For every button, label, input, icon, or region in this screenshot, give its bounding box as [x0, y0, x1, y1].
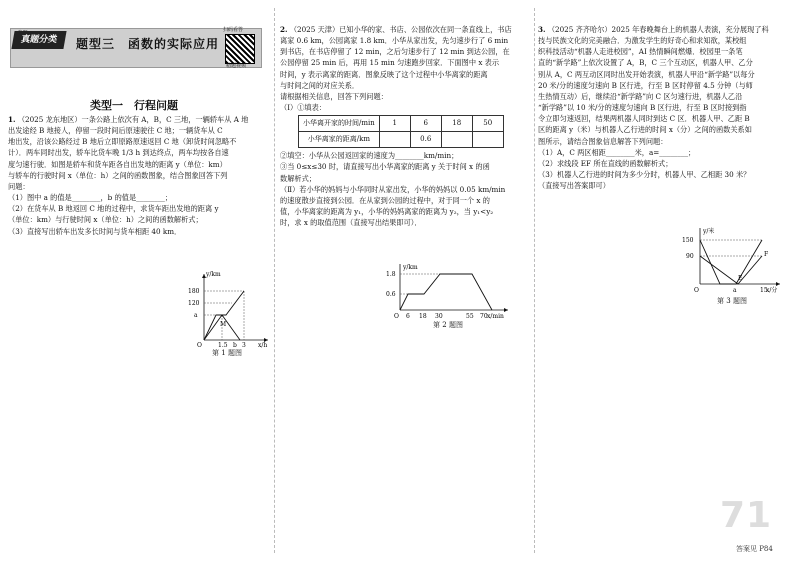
question-text: 时，求 x 的取值范围（直接写出结果即可）．	[280, 218, 422, 228]
question-text: （1）图中 a 的值是________，b 的值是________；	[8, 193, 173, 203]
question-text-line	[538, 136, 794, 147]
question-text: （2）在货车从 B 地返回 C 地的过程中，求货车距出发地的距离 y	[8, 204, 219, 214]
question-text-line	[8, 125, 270, 136]
question-text: 直的“新学路”上依次设置了 A，B，C 三个互动区，机器人甲、乙分	[538, 58, 753, 68]
question-3	[538, 24, 794, 191]
question-number: 2.	[280, 25, 288, 34]
question-text-line	[538, 24, 794, 35]
figure-2-graph	[384, 262, 512, 320]
figure-1-xtick: 3	[242, 342, 246, 348]
question-text-line	[280, 161, 532, 172]
figure-1-point: M	[220, 321, 227, 328]
question-text-line	[8, 147, 270, 158]
question-text: （2025 龙东地区）一条公路上依次有 A，B，C 三地，一辆轿车从 A 地	[17, 115, 249, 124]
category-tag-label: 真题分类	[20, 35, 58, 45]
figure-3-point: E	[738, 275, 743, 282]
question-text-line	[538, 91, 794, 102]
figure-1-graph	[182, 268, 272, 348]
question-text: 生热情互动）后，继续沿“新学路”向 C 区匀速行进，机器人乙沿	[538, 91, 743, 101]
car-line	[204, 291, 244, 340]
figure-2-xlabel: x/min	[487, 313, 504, 320]
figure-3-ytick: 90	[686, 253, 694, 260]
question-text-line	[8, 203, 270, 214]
figure-1-ylabel: y/km	[206, 271, 221, 278]
question-text: ③当 0≤x≤30 时，请直接写出小华离家的距离 y 关于时间 x 的函	[280, 162, 490, 172]
question-text: 与时间之间的对应关系．	[280, 80, 360, 90]
question-text: 到书店，在书店停留了 12 min，之后匀速步行了 12 min 到达公园，在	[280, 47, 510, 57]
question-text: 离家 0.6 km，公园离家 1.8 km．小华从家出发，先匀速步行了 6 min	[280, 36, 509, 46]
qr-code-icon[interactable]	[225, 34, 255, 64]
figure-3-xtick: 15	[760, 287, 768, 294]
table-row	[299, 116, 504, 132]
figure-2-xtick: 55	[466, 313, 474, 320]
figure-2-ytick: 0.6	[386, 291, 396, 298]
figure-1-xtick: 1.5	[218, 342, 228, 348]
figure-1	[182, 268, 272, 358]
figure-1-xtick: O	[197, 342, 202, 348]
figure-2-ylabel: y/km	[403, 264, 418, 271]
question-text-line	[8, 226, 270, 237]
question-text-line	[8, 114, 270, 125]
question-text: （2）求线段 EF 所在直线的函数解析式；	[538, 158, 673, 168]
question-text-line	[280, 35, 532, 46]
data-table	[298, 115, 504, 148]
question-text-line	[280, 217, 532, 228]
question-text: 20 米/分的速度匀速向 B 区行进，行至 B 区时停留 4.5 分钟（与师	[538, 80, 753, 90]
question-text: （2025 天津）已知小华的家、书店、公园依次在同一条直线上，书店	[289, 25, 512, 34]
question-text: 数解析式；	[280, 173, 316, 183]
figure-3-xtick: a	[733, 287, 737, 294]
figure-2-xtick: O	[394, 313, 399, 320]
question-text: ②填空：小华从公园返回家的速度为________km/min；	[280, 151, 459, 161]
question-text-line	[280, 46, 532, 57]
question-text: 技与民族文化的完美融合．为激发学生的好奇心和求知欲，某校组	[538, 36, 747, 46]
question-2	[280, 24, 532, 228]
page-number: 71	[720, 495, 773, 536]
question-text-line	[280, 91, 532, 102]
question-text-line	[8, 136, 270, 147]
question-text: （3）机器人乙行进的时间为多少分时，机器人甲、乙相距 30 米？	[538, 170, 751, 180]
table-cell[interactable]	[472, 132, 503, 148]
figure-2-xtick: 6	[406, 313, 410, 320]
question-text-line	[538, 113, 794, 124]
figure-2	[384, 262, 512, 330]
question-text-line	[280, 69, 532, 80]
question-text-line	[280, 184, 532, 195]
table-cell: 0.6	[410, 132, 441, 148]
qr-top-label: 扫码看答	[223, 27, 244, 33]
question-text-line	[280, 150, 532, 161]
table-cell: 小华离家的距离/km	[299, 132, 380, 148]
question-text: 地出发，沿该公路经过 B 地后立即原路原速返回 C 地（卸货时间忽略不	[8, 137, 237, 147]
answer-reference: 答案见 P84	[736, 545, 773, 553]
figure-3-graph	[680, 226, 784, 296]
figure-3-xlabel: x/分	[766, 287, 778, 294]
question-text: （2025 齐齐哈尔）2025 年春晚舞台上的机器人表演，充分展现了科	[547, 25, 769, 34]
table-cell[interactable]	[379, 132, 410, 148]
figure-3-ytick: 150	[682, 237, 694, 244]
question-text: 织科技活动“机器人走进校园”，AI 热情瞬间燃爆．校园里一条笔	[538, 47, 743, 57]
question-text: （单位：km）与行驶时间 x（单位：h）之间的函数解析式；	[8, 215, 203, 225]
question-text: （Ⅰ）①填表：	[280, 103, 326, 113]
question-text-line	[280, 102, 532, 113]
question-text-line	[538, 35, 794, 46]
figure-1-ytick: 180	[188, 288, 200, 295]
question-text: 请根据相关信息，回答下列问题：	[280, 91, 388, 101]
question-text: （1）A，C 两区相距________米，a=________；	[538, 147, 696, 157]
question-text: （直接写出答案即可）	[538, 181, 610, 191]
figure-3-xtick: O	[694, 287, 699, 294]
category-tag	[11, 31, 66, 49]
question-text: 问题：	[8, 181, 30, 191]
question-text: 度匀速行驶．如图是轿车和货车距各自出发地的距离 y（单位：km）	[8, 159, 227, 169]
question-text-line	[8, 192, 270, 203]
question-text-line	[538, 169, 794, 180]
question-text-line	[538, 147, 794, 158]
question-text-line	[538, 180, 794, 191]
question-text: 计）．两车同时出发，轿车比货车晚 1/3 h 到达终点，两车均按各自速	[8, 148, 229, 158]
figure-2-caption: 第 2 题图	[433, 321, 463, 329]
table-cell[interactable]	[441, 132, 472, 148]
section-title: 类型一 行程问题	[90, 99, 178, 112]
figure-3-caption: 第 3 题图	[717, 297, 747, 305]
question-text-line	[538, 80, 794, 91]
question-text: （Ⅱ）若小华的妈妈与小华同时从家出发，小华的妈妈以 0.05 km/min	[280, 184, 506, 194]
figure-1-xtick: b	[233, 342, 237, 348]
question-text: 出发途经 B 地接人，停留一段时间后原速驶往 C 地；一辆货车从 C	[8, 126, 223, 136]
question-text-line	[538, 69, 794, 80]
category-tag-small: 专题	[16, 30, 28, 36]
qr-bottom-label: 精题视频	[226, 63, 247, 69]
question-text-line	[538, 102, 794, 113]
question-text-line	[280, 57, 532, 68]
figure-1-caption: 第 1 题图	[212, 349, 242, 357]
x-axis-arrow	[504, 308, 508, 312]
question-text: 与轿车的行驶时间 x（单位：h）之间的函数图象，结合图象回答下列	[8, 170, 228, 180]
table-cell: 50	[472, 116, 503, 132]
distance-line	[400, 274, 492, 310]
figure-2-ytick: 1.8	[386, 271, 396, 278]
question-text: 公园停留 25 min 后，再用 15 min 匀速跑步回家．下面图中 x 表示	[280, 58, 500, 68]
question-text: 区的距离 y（米）与机器人乙行进的时间 x（分）之间的函数关系如	[538, 125, 752, 135]
question-text-line	[280, 195, 532, 206]
column-divider	[274, 8, 275, 553]
question-text-line	[538, 158, 794, 169]
table-row	[299, 132, 504, 148]
figure-2-xtick: 30	[435, 313, 443, 320]
robot-a-line	[700, 240, 762, 284]
figure-2-xtick: 18	[419, 313, 427, 320]
table-cell: 6	[410, 116, 441, 132]
x-axis-arrow	[776, 282, 780, 286]
question-text-line	[280, 206, 532, 217]
question-text-line	[8, 181, 270, 192]
figure-2-xtick: 70	[480, 313, 488, 320]
figure-3-ylabel: y/米	[703, 228, 715, 235]
question-text-line	[280, 24, 532, 35]
question-1	[8, 114, 270, 237]
question-text-line	[280, 80, 532, 91]
question-number: 3.	[538, 25, 546, 34]
question-text-line	[8, 159, 270, 170]
question-text: 图所示，请结合图象信息解答下列问题：	[538, 136, 668, 146]
question-text-line	[280, 173, 532, 184]
question-text-line	[538, 124, 794, 135]
figure-3-point: F	[764, 251, 769, 258]
question-text: 的速度散步直接到公园．在从家到公园的过程中，对于同一个 x 的	[280, 195, 490, 205]
question-text-line	[538, 57, 794, 68]
page-title: 题型三 函数的实际应用	[76, 37, 220, 51]
figure-1-ytick: a	[194, 312, 198, 319]
table-cell: 18	[441, 116, 472, 132]
question-text: 值，小华离家的距离为 y₁，小华的妈妈离家的距离为 y₂，当 y₁<y₂	[280, 207, 494, 217]
question-text: 令立即匀速返回，结果两机器人同时到达 C 区．机器人甲、乙距 B	[538, 114, 750, 124]
question-text-line	[538, 46, 794, 57]
figure-1-ytick: 120	[188, 300, 200, 307]
question-text-line	[8, 214, 270, 225]
table-cell: 小华离开家的时间/min	[299, 116, 380, 132]
table-cell: 1	[379, 116, 410, 132]
question-text: “新学路”以 10 米/分的速度匀速向 B 区行进，行至 B 区时接到指	[538, 103, 747, 113]
figure-3	[680, 226, 784, 306]
question-number: 1.	[8, 115, 16, 124]
column-divider	[534, 8, 535, 553]
question-text: 时间，y 表示离家的距离．图象反映了这个过程中小华离家的距离	[280, 69, 488, 79]
question-text: 别从 A，C 两互动区同时出发开始表演，机器人甲沿“新学路”以每分	[538, 69, 755, 79]
question-text-line	[8, 170, 270, 181]
question-text: （3）直接写出轿车出发多长时间与货车相距 40 km．	[8, 226, 182, 236]
figure-1-xlabel: x/h	[258, 342, 268, 348]
